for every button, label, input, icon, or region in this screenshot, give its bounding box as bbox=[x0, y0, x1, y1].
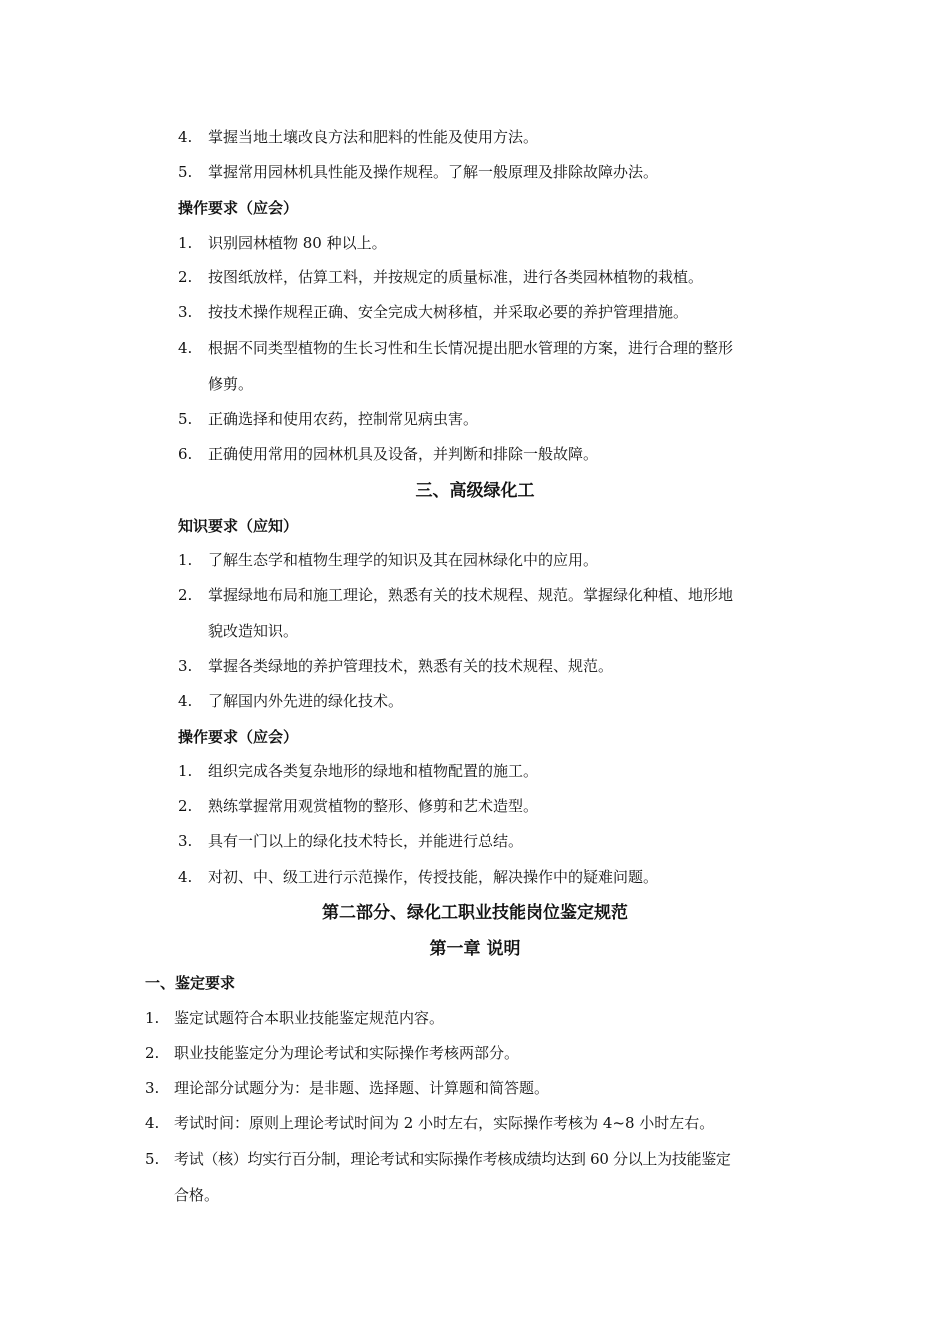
list-item: 按技术操作规程正确、安全完成大树移植，并采取必要的养护管理措施。 bbox=[208, 303, 689, 321]
list-number: 3. bbox=[178, 657, 193, 675]
list-number: 5. bbox=[178, 410, 193, 428]
section-heading: 操作要求（应会） bbox=[178, 728, 299, 746]
list-item: 掌握各类绿地的养护管理技术，熟悉有关的技术规程、规范。 bbox=[208, 657, 614, 675]
list-item: 考试时间：原则上理论考试时间为 2 小时左右，实际操作考核为 4~8 小时左右。 bbox=[174, 1114, 715, 1132]
list-item: 正确选择和使用农药，控制常见病虫害。 bbox=[208, 410, 479, 428]
list-number: 3. bbox=[178, 303, 193, 321]
list-item-continuation: 修剪。 bbox=[208, 375, 254, 393]
chapter-title: 第一章 说明 bbox=[429, 939, 521, 959]
section-heading: 知识要求（应知） bbox=[178, 517, 299, 535]
section-title: 三、高级绿化工 bbox=[415, 481, 535, 501]
list-number: 3. bbox=[178, 832, 193, 850]
list-number: 3. bbox=[145, 1079, 160, 1097]
list-number: 1. bbox=[178, 234, 193, 252]
list-item: 具有一门以上的绿化技术特长，并能进行总结。 bbox=[208, 832, 524, 850]
list-item: 了解国内外先进的绿化技术。 bbox=[208, 692, 404, 710]
list-item: 识别园林植物 80 种以上。 bbox=[208, 234, 387, 252]
list-item: 掌握绿地布局和施工理论，熟悉有关的技术规程、规范。掌握绿化种植、地形地 bbox=[208, 586, 734, 604]
list-item-continuation: 合格。 bbox=[174, 1186, 220, 1204]
list-item: 考试（核）均实行百分制，理论考试和实际操作考核成绩均达到 60 分以上为技能鉴定 bbox=[174, 1150, 731, 1168]
list-number: 2. bbox=[145, 1044, 160, 1062]
list-number: 4. bbox=[178, 868, 193, 886]
list-number: 1. bbox=[145, 1009, 160, 1027]
list-item: 正确使用常用的园林机具及设备，并判断和排除一般故障。 bbox=[208, 445, 599, 463]
list-item: 理论部分试题分为：是非题、选择题、计算题和简答题。 bbox=[174, 1079, 550, 1097]
list-number: 2. bbox=[178, 268, 193, 286]
list-number: 4. bbox=[178, 692, 193, 710]
list-number: 2. bbox=[178, 797, 193, 815]
list-item: 掌握当地土壤改良方法和肥料的性能及使用方法。 bbox=[208, 128, 539, 146]
list-item-continuation: 貌改造知识。 bbox=[208, 622, 299, 640]
list-item: 按图纸放样，估算工料，并按规定的质量标准，进行各类园林植物的栽植。 bbox=[208, 268, 704, 286]
list-number: 4. bbox=[178, 128, 193, 146]
section-heading: 一、鉴定要求 bbox=[145, 974, 236, 992]
list-item: 组织完成各类复杂地形的绿地和植物配置的施工。 bbox=[208, 762, 539, 780]
list-item: 鉴定试题符合本职业技能鉴定规范内容。 bbox=[174, 1009, 445, 1027]
list-number: 5. bbox=[178, 163, 193, 181]
list-item: 掌握常用园林机具性能及操作规程。了解一般原理及排除故障办法。 bbox=[208, 163, 659, 181]
list-item: 了解生态学和植物生理学的知识及其在园林绿化中的应用。 bbox=[208, 551, 599, 569]
list-item: 职业技能鉴定分为理论考试和实际操作考核两部分。 bbox=[174, 1044, 520, 1062]
list-number: 1. bbox=[178, 762, 193, 780]
list-number: 4. bbox=[178, 339, 193, 357]
list-number: 6. bbox=[178, 445, 193, 463]
list-item: 熟练掌握常用观赏植物的整形、修剪和艺术造型。 bbox=[208, 797, 539, 815]
section-heading: 操作要求（应会） bbox=[178, 199, 299, 217]
list-item: 对初、中、级工进行示范操作，传授技能，解决操作中的疑难问题。 bbox=[208, 868, 659, 886]
list-number: 4. bbox=[145, 1114, 160, 1132]
list-number: 5. bbox=[145, 1150, 160, 1168]
part-title: 第二部分、绿化工职业技能岗位鉴定规范 bbox=[322, 903, 628, 923]
list-number: 1. bbox=[178, 551, 193, 569]
list-number: 2. bbox=[178, 586, 193, 604]
list-item: 根据不同类型植物的生长习性和生长情况提出肥水管理的方案，进行合理的整形 bbox=[208, 339, 734, 357]
